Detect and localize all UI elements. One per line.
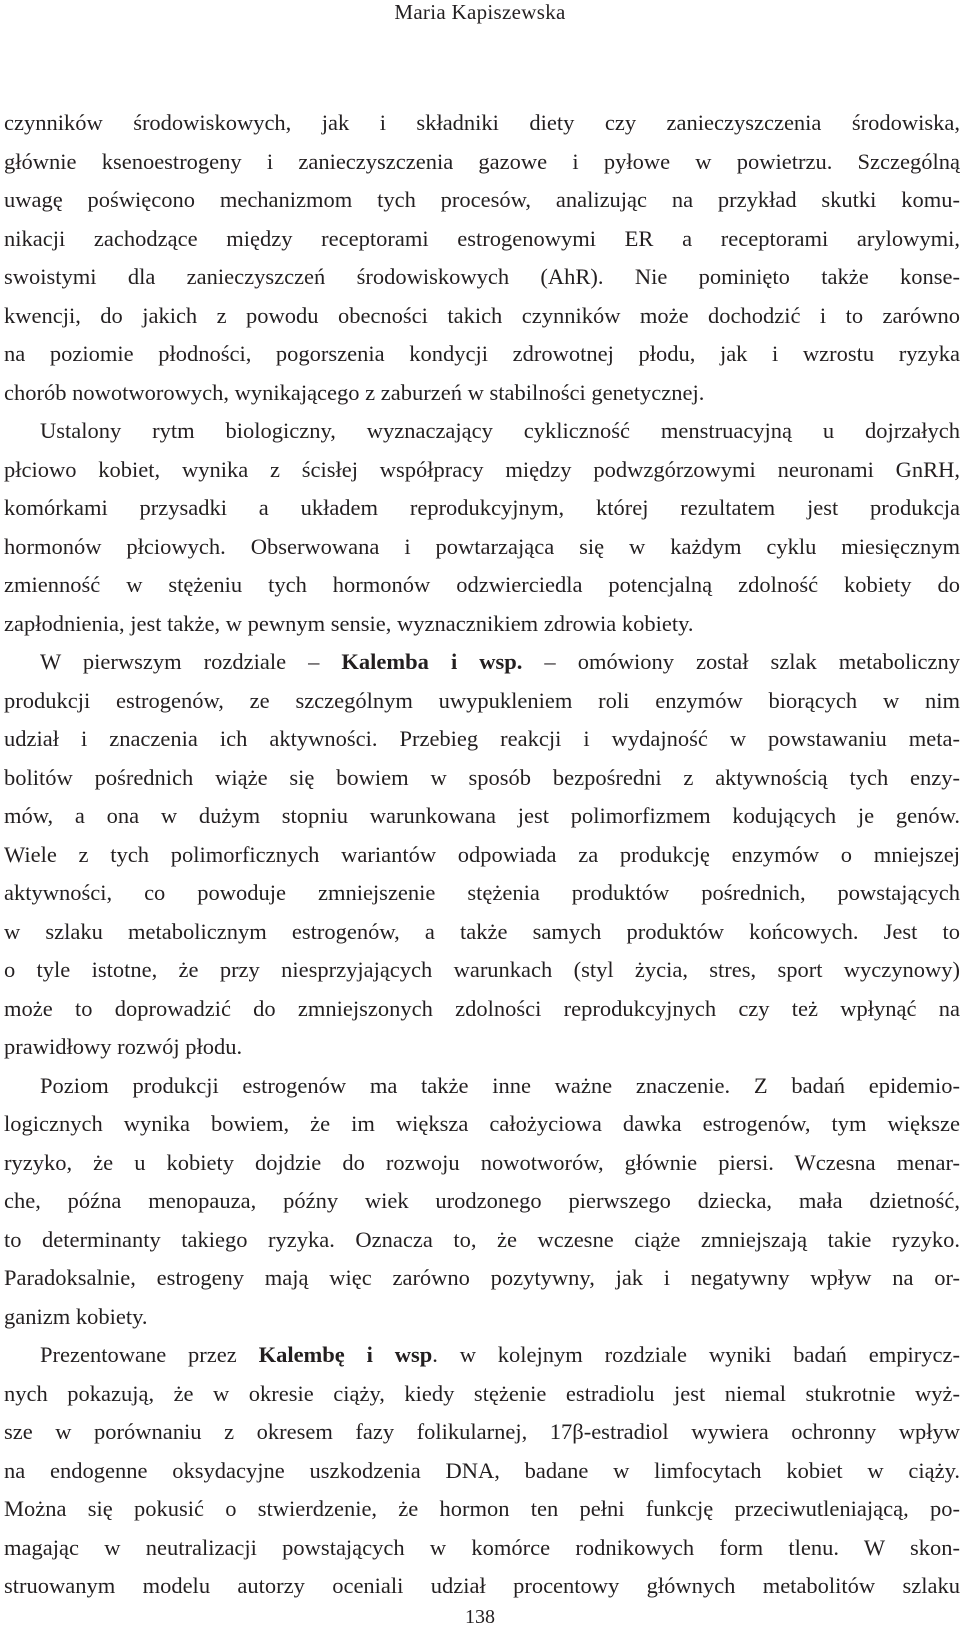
text-line-with-citation (4, 643, 960, 682)
text-line: logicznych wynika bowiem, że im większa całożyciowa dawka estrogenów, tym większe (4, 1111, 960, 1136)
text-line: Ustalony rytm biologiczny, wyznaczający cykliczność menstruacyjną u dojrzałych (40, 418, 960, 443)
body-text (4, 104, 960, 1606)
text-line: swoistymi dla zanieczyszczeń środowiskowych (AhR). Nie pominięto także konse- (4, 264, 960, 289)
text-line: zapłodnienia, jest także, w pewnym sensie, wyznacznikiem zdrowia kobiety. (4, 610, 694, 636)
text-line: aktywności, co powoduje zmniejszenie stężenia produktów pośrednich, powstających (4, 880, 960, 905)
text-line: to determinanty takiego ryzyka. Oznacza to, że wczesne ciąże zmniejszają takie ryzyko. (4, 1226, 960, 1252)
text-line: głównie ksenoestrogeny i zanieczyszczenia gazowe i pyłowe w powietrzu. Szczególną (4, 148, 960, 174)
text-line: produkcji estrogenów, ze szczególnym uwypukleniem roli enzymów biorących w nim (4, 687, 960, 713)
text-line: bolitów pośrednich wiąże się bowiem w sposób bezpośredni z aktywnością tych enzy- (4, 764, 960, 790)
cited-authors: Kalemba i wsp. (341, 649, 523, 674)
paragraph-4 (4, 1067, 960, 1337)
text-line: może to doprowadzić do zmniejszonych zdolności reprodukcyjnych czy też wpłynąć na (4, 995, 960, 1021)
text-line: hormonów płciowych. Obserwowana i powtarzająca się w każdym cyklu miesięcznym (4, 533, 960, 559)
text-line: ryzyko, że u kobiety dojdzie do rozwoju nowotworów, głównie piersi. Wczesna menar- (4, 1149, 960, 1175)
text-line: udział i znaczenia ich aktywności. Przebieg reakcji i wydajność w powstawaniu meta- (4, 726, 960, 751)
text-line: ganizm kobiety. (4, 1303, 148, 1329)
text-line: struowanym modelu autorzy oceniali udział procentowy głównych metabolitów szlaku (4, 1573, 960, 1598)
text-line-with-citation (4, 1336, 960, 1375)
text-line: prawidłowy rozwój płodu. (4, 1034, 243, 1059)
text-run: – omówiony został szlak metaboliczny (522, 649, 960, 674)
text-run: . w kolejnym rozdziale wyniki badań empirycz- (432, 1342, 960, 1367)
text-line: płciowo kobiet, wynika z ścisłej współpracy między podwzgórzowymi neuronami GnRH, (4, 456, 960, 482)
text-line: czynników środowiskowych, jak i składniki diety czy zanieczyszczenia środowiska, (4, 110, 960, 135)
text-line: komórkami przysadki a układem reprodukcyjnym, której rezultatem jest produkcja (4, 495, 960, 520)
text-line: nikacji zachodzące między receptorami estrogenowymi ER a receptorami arylowymi, (4, 225, 960, 251)
text-line: zmienność w stężeniu tych hormonów odzwierciedla potencjalną zdolność kobiety do (4, 572, 960, 597)
text-line: Poziom produkcji estrogenów ma także inne ważne znaczenie. Z badań epidemio- (40, 1072, 960, 1098)
paragraph-1 (4, 104, 960, 412)
text-line: kwencji, do jakich z powodu obecności takich czynników może dochodzić i to zarówno (4, 302, 960, 328)
paragraph-3 (4, 643, 960, 1067)
page-number: 138 (465, 1606, 495, 1628)
text-line: w szlaku metabolicznym estrogenów, a także samych produktów końcowych. Jest to (4, 918, 960, 944)
text-line: na poziomie płodności, pogorszenia kondycji zdrowotnej płodu, jak i wzrostu ryzyka (4, 341, 960, 366)
paragraph-2 (4, 412, 960, 643)
text-line: Można się pokusić o stwierdzenie, że hormon ten pełni funkcję przeciwutleniającą, po- (4, 1496, 960, 1521)
text-line: Paradoksalnie, estrogeny mają więc zarówno pozytywny, jak i negatywny wpływ na or- (4, 1265, 960, 1290)
paragraph-5 (4, 1336, 960, 1606)
running-head-author: Maria Kapiszewska (394, 0, 566, 24)
text-line: sze w porównaniu z okresem fazy folikularnej, 17β-estradiol wywiera ochronny wpływ (4, 1419, 960, 1444)
text-line: che, późna menopauza, późny wiek urodzonego pierwszego dziecka, mała dzietność, (4, 1188, 960, 1213)
text-line: chorób nowotworowych, wynikającego z zaburzeń w stabilności genetycznej. (4, 379, 705, 405)
text-line: na endogenne oksydacyjne uszkodzenia DNA, badane w limfocytach kobiet w ciąży. (4, 1457, 960, 1483)
text-line: mów, a ona w dużym stopniu warunkowana jest polimorfizmem kodujących je genów. (4, 803, 960, 828)
text-line: o tyle istotne, że przy niesprzyjających warunkach (styl życia, stres, sport wyczynowy) (4, 957, 960, 982)
text-line: nych pokazują, że w okresie ciąży, kiedy stężenie estradiolu jest niemal stukrotnie wyż- (4, 1380, 960, 1406)
text-line: uwagę poświęcono mechanizmom tych procesów, analizując na przykład skutki komu- (4, 187, 960, 212)
text-line: magając w neutralizacji powstających w komórce rodnikowych form tlenu. W skon- (4, 1534, 960, 1560)
text-run: Prezentowane przez (40, 1342, 259, 1367)
text-line: Wiele z tych polimorficznych wariantów odpowiada za produkcję enzymów o mniejszej (4, 841, 960, 867)
cited-authors: Kalembę i wsp (258, 1342, 433, 1367)
text-run: W pierwszym rozdziale – (40, 649, 342, 674)
